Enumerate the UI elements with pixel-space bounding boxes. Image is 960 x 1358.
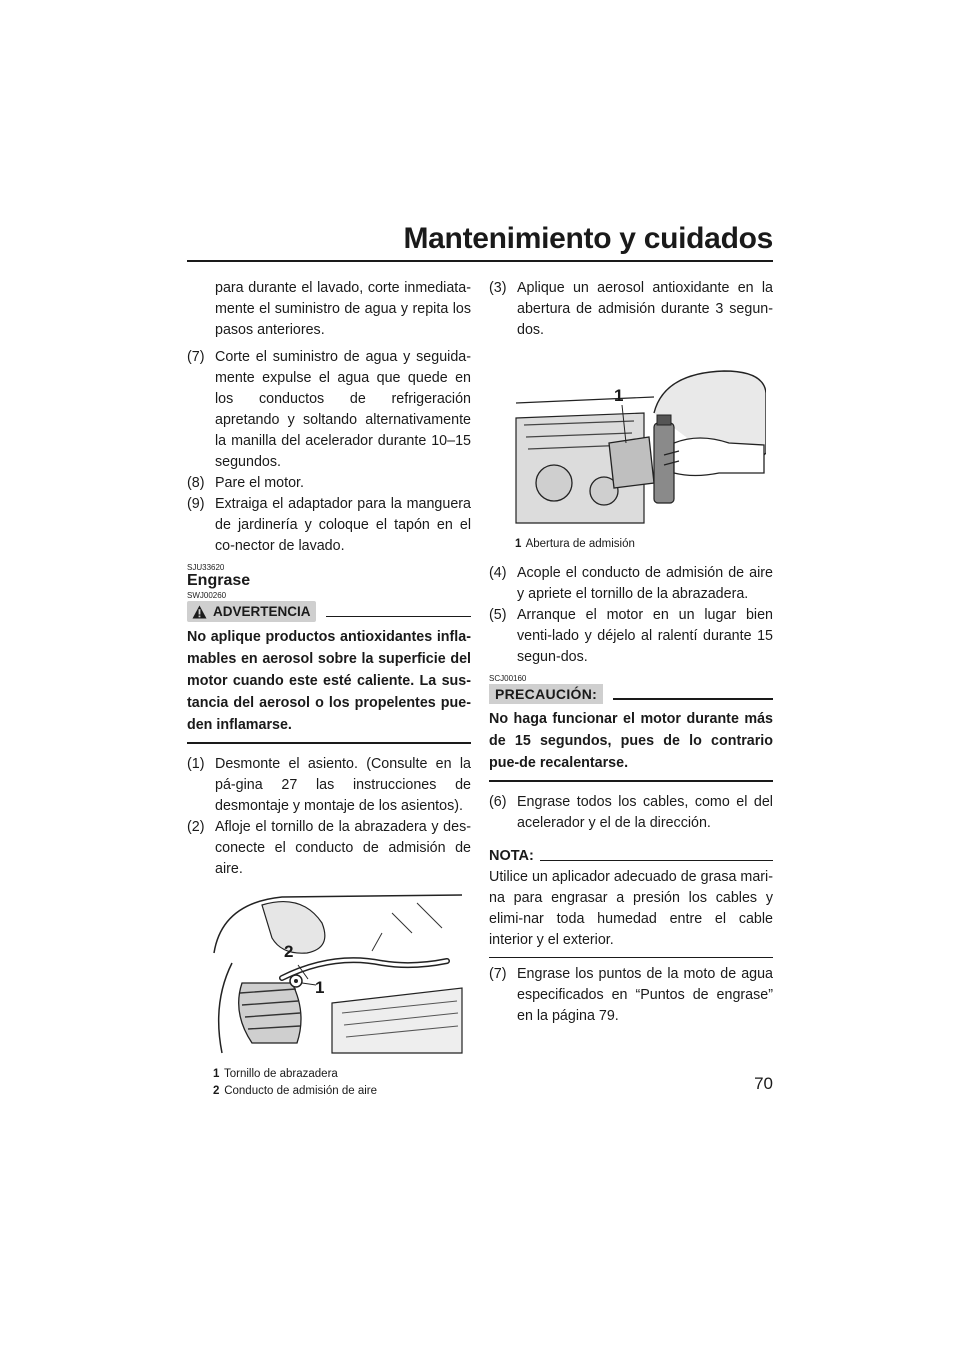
page-header-title: Mantenimiento y cuidados [403, 222, 773, 255]
step-7-grease-points [489, 964, 773, 1027]
step-2-loosen-clamp [187, 817, 471, 880]
step-number: (6) [489, 793, 507, 810]
step-8-stop-engine [187, 473, 471, 494]
section-heading-engrase: Engrase [187, 572, 251, 589]
step-text: Desmonte el asiento. (Consulte en la pá-gina 27 las instrucciones de desmontaje y montaje de los asientos). [215, 755, 471, 814]
step-number: (7) [489, 965, 507, 982]
step-number: (1) [187, 755, 205, 772]
warning-triangle-icon [192, 605, 207, 619]
caution-end-rule [489, 780, 773, 782]
caution-badge: PRECAUCIÓN: [489, 684, 603, 704]
caption-number: 2 [213, 1084, 220, 1097]
page-number: 70 [754, 1074, 773, 1093]
nota-header [489, 846, 773, 867]
nota-label: NOTA: [489, 847, 534, 864]
callout-1: 1 [614, 386, 624, 405]
step-number: (2) [187, 818, 205, 835]
callout-1: 1 [315, 977, 325, 997]
step-3-apply-spray [489, 278, 773, 341]
step-number: (3) [489, 280, 507, 296]
step-number: (9) [187, 496, 205, 512]
caution-header [489, 684, 773, 704]
caption-text: Tornillo de abrazadera [224, 1067, 338, 1080]
warning-code: SWJ00260 [187, 591, 227, 600]
step-number: (7) [187, 349, 205, 365]
caption-text: Conducto de admisión de aire [224, 1084, 377, 1097]
left-column [187, 278, 471, 1100]
continuation-paragraph: para durante el lavado, corte inmediata-mente el suministro de agua y repita los pasos anteriores. [215, 280, 471, 338]
warning-text: No aplique productos antioxidantes infla-mables en aerosol sobre la superficie del motor cuando este esté caliente. La sus-tancia del aerosol o los propelentes pue-den inflamarse. [187, 629, 471, 733]
step-number: (5) [489, 607, 507, 623]
nota-text: Utilice un aplicador adecuado de grasa mari-na para engrasar a presión los cables y elimi-nar toda humedad entre el cable interior y el exterior. [489, 868, 773, 948]
step-text: Engrase todos los cables, como el del acelerador y el de la dirección. [517, 793, 773, 831]
spray-intake-illustration [514, 363, 766, 526]
step-number: (8) [187, 475, 205, 491]
step-text: Engrase los puntos de la moto de agua especificados en “Puntos de engrase” en la página 79. [517, 965, 773, 1024]
warning-badge [187, 601, 316, 622]
figure-caption-1 [187, 1066, 471, 1083]
figure-caption-1 [489, 536, 773, 553]
step-7-cooling [187, 347, 471, 473]
step-text: Pare el motor. [215, 475, 304, 491]
callout-2: 2 [284, 941, 294, 961]
step-number: (4) [489, 565, 507, 581]
step-text: Extraiga el adaptador para la manguera de jardinería y coloque el tapón en el co-nector de lavado. [215, 496, 471, 554]
step-text: Arranque el motor en un lugar bien venti-lado y déjelo al ralentí durante 15 segun-dos. [517, 607, 773, 665]
step-1-remove-seat [187, 754, 471, 817]
warning-end-rule [187, 742, 471, 744]
caption-number: 1 [213, 1067, 220, 1080]
warning-label: ADVERTENCIA [213, 604, 311, 619]
caption-text: Abertura de admisión [525, 538, 635, 550]
caution-header-rule [613, 698, 773, 700]
caption-number: 1 [515, 538, 522, 550]
figure-intake-opening [514, 363, 773, 533]
step-6-grease-cables [489, 792, 773, 834]
warning-header-rule [326, 616, 471, 618]
right-column [489, 278, 773, 1027]
figure-caption-2 [187, 1083, 471, 1100]
step-text: Corte el suministro de agua y seguida-mente expulse el agua que quede en los conductos de refrigeración apretando y soltando alternativamente la manilla del acelerador durante 10–15 segundos. [215, 349, 471, 470]
header-rule [187, 260, 773, 262]
step-text: Aplique un aerosol antioxidante en la abertura de admisión durante 3 segun-dos. [517, 280, 773, 338]
step-4-attach-duct [489, 563, 773, 605]
warning-header [187, 601, 471, 622]
caution-text: No haga funcionar el motor durante más de 15 segundos, pues de lo contrario pue-de recalentarse. [489, 711, 773, 771]
nota-header-rule [540, 860, 773, 861]
figure-air-intake-duct [212, 893, 471, 1063]
section-code: SJU33620 [187, 563, 225, 572]
step-text: Afloje el tornillo de la abrazadera y des-conecte el conducto de admisión de aire. [215, 818, 471, 877]
engine-clamp-illustration [212, 893, 464, 1056]
step-text: Acople el conducto de admisión de aire y apriete el tornillo de la abrazadera. [517, 565, 773, 602]
caution-code: SCJ00160 [489, 674, 527, 683]
step-9-remove-adapter [187, 494, 471, 557]
nota-end-rule [489, 957, 773, 958]
step-5-start-engine [489, 605, 773, 668]
